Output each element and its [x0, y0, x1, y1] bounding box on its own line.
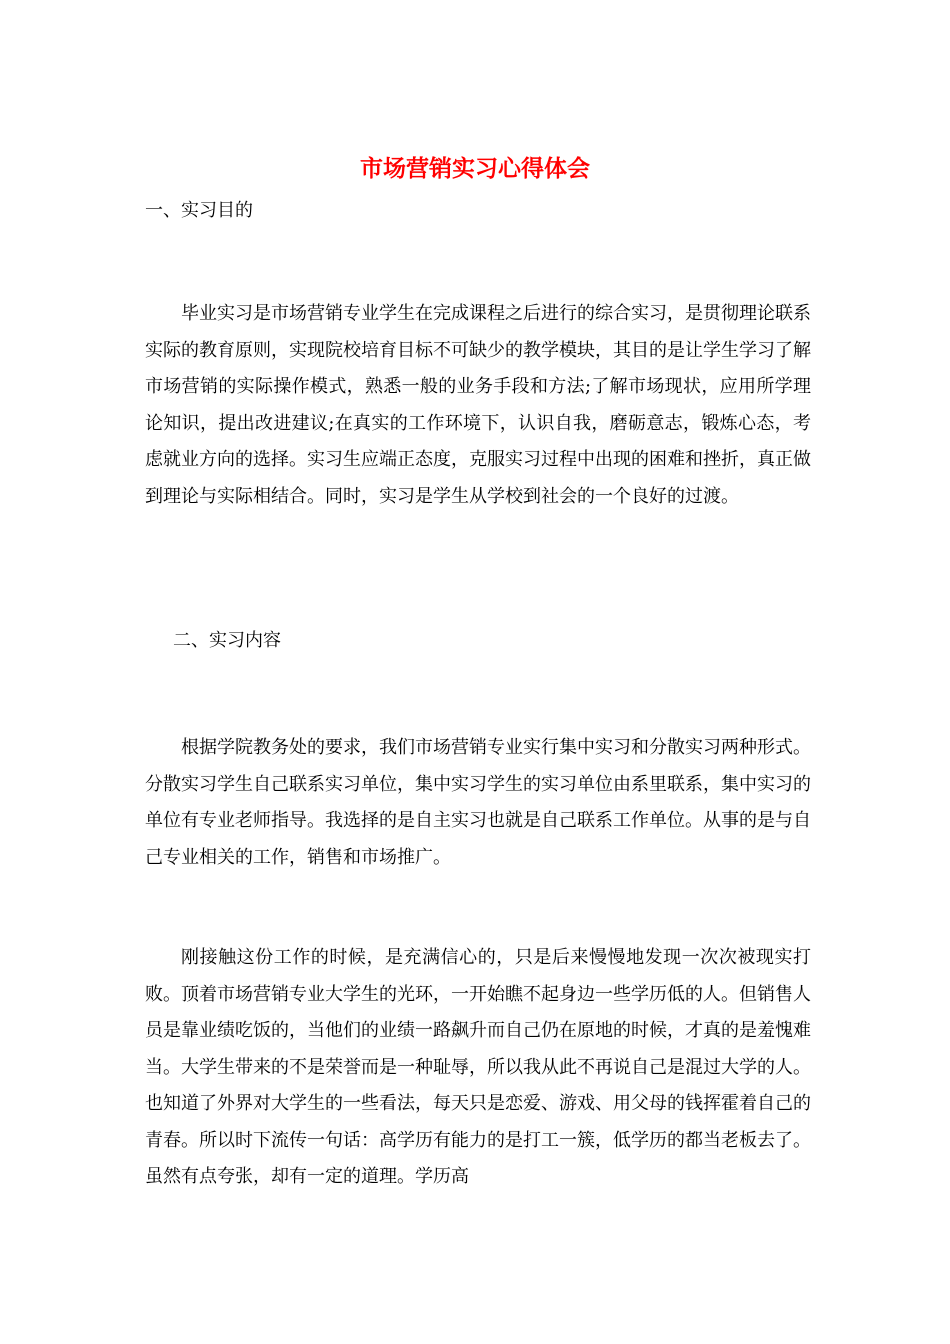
paragraph-content: 根据学院教务处的要求，我们市场营销专业实行集中实习和分散实习两种形式。分散实习学生自己联系实习单位，集中实习学生的实习单位由系里联系，集中实习的单位有专业老师指导。我选择的是自主实习也就是自己联系工作单位。从事的是与自己专业相关的工作，销售和市场推广。	[145, 737, 811, 868]
section-heading-content: 二、实习内容	[173, 630, 281, 651]
section-heading-purpose: 一、实习目的	[145, 200, 253, 221]
page-title: 市场营销实习心得体会	[360, 156, 590, 182]
paragraph-experience: 刚接触这份工作的时候，是充满信心的，只是后来慢慢地发现一次次被现实打败。顶着市场营销专业大学生的光环，一开始瞧不起身边一些学历低的人。但销售人员是靠业绩吃饭的，当他们的业绩一路飙升而自己仍在原地的时候，才真的是羞愧难当。大学生带来的不是荣誉而是一种耻辱，所以我从此不再说自己是混过大学的人。也知道了外界对大学生的一些看法，每天只是恋爱、游戏、用父母的钱挥霍着自己的青春。所以时下流传一句话：高学历有能力的是打工一簇，低学历的都当老板去了。虽然有点夸张，却有一定的道理。学历高	[145, 947, 811, 1187]
paragraph-purpose: 毕业实习是市场营销专业学生在完成课程之后进行的综合实习，是贯彻理论联系实际的教育原则，实现院校培育目标不可缺少的教学模块，其目的是让学生学习了解市场营销的实际操作模式，熟悉一般的业务手段和方法;了解市场现状，应用所学理论知识，提出改进建议;在真实的工作环境下，认识自我，磨砺意志，锻炼心态，考虑就业方向的选择。实习生应端正态度，克服实习过程中出现的困难和挫折，真正做到理论与实际相结合。同时，实习是学生从学校到社会的一个良好的过渡。	[145, 303, 811, 507]
